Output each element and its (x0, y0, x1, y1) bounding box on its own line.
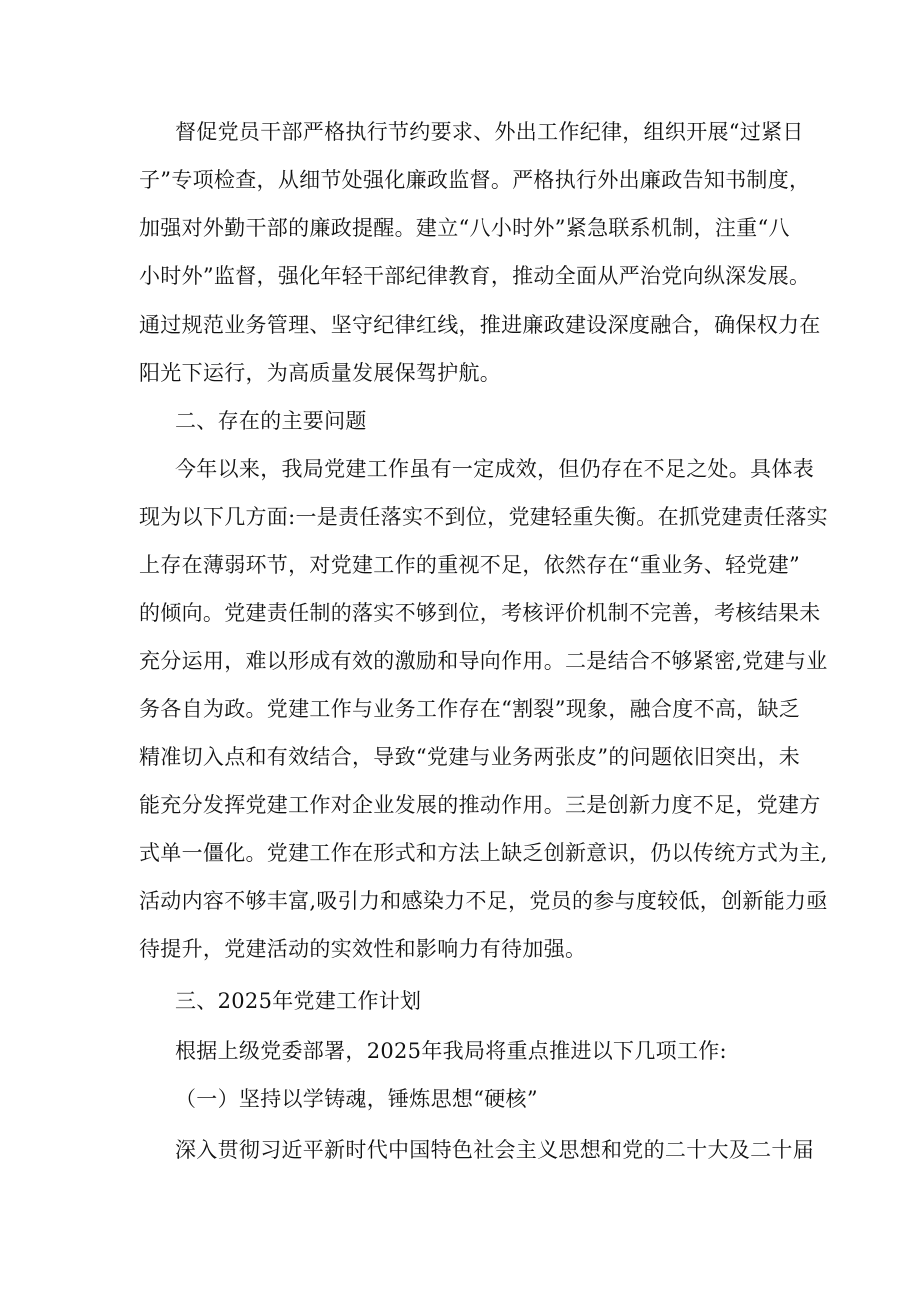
paragraph-2-line-9: 式单一僵化。党建工作在形式和方法上缺乏创新意识，仍以传统方式为主, (139, 841, 828, 865)
section-heading-3: 三、2025年党建工作计划 (175, 989, 422, 1013)
paragraph-1-line-1: 督促党员干部严格执行节约要求、外出工作纪律，组织开展“过紧日 (175, 120, 804, 144)
paragraph-1-line-6: 阳光下运行，为高质量发展保驾护航。 (139, 361, 502, 385)
paragraph-1-line-3: 加强对外勤干部的廉政提醒。建立“八小时外”紧急联系机制，注重“八 (139, 216, 790, 240)
paragraph-2-line-4: 的倾向。党建责任制的落实不够到位，考核评价机制不完善，考核结果未 (139, 601, 821, 625)
paragraph-2-line-1: 今年以来，我局党建工作虽有一定成效，但仍存在不足之处。具体表 (175, 457, 814, 481)
paragraph-2-line-2: 现为以下几方面:一是责任落实不到位，党建轻重失衡。在抓党建责任落实 (139, 505, 828, 529)
paragraph-2-line-10: 活动内容不够丰富,吸引力和感染力不足，党员的参与度较低，创新能力亟 (139, 889, 828, 913)
paragraph-3-line-1: 根据上级党委部署，2025年我局将重点推进以下几项工作: (175, 1039, 727, 1063)
paragraph-2-line-6: 务各自为政。党建工作与业务工作存在“割裂”现象，融合度不高，缺乏 (139, 697, 801, 721)
paragraph-2-line-11: 待提升，党建活动的实效性和影响力有待加强。 (139, 937, 587, 961)
paragraph-1-line-2: 子”专项检查，从细节处强化廉政监督。严格执行外出廉政告知书制度， (139, 168, 811, 192)
paragraph-2-line-7: 精准切入点和有效结合，导致“党建与业务两张皮”的问题依旧突出，未 (139, 745, 801, 769)
paragraph-2-line-3: 上存在薄弱环节，对党建工作的重视不足，依然存在“重业务、轻党建” (139, 553, 801, 577)
paragraph-2-line-5: 充分运用，难以形成有效的激励和导向作用。二是结合不够紧密,党建与业 (139, 649, 828, 673)
paragraph-1-line-5: 通过规范业务管理、坚守纪律红线，推进廉政建设深度融合，确保权力在 (139, 313, 821, 337)
section-heading-2: 二、存在的主要问题 (175, 409, 367, 433)
paragraph-1-line-4: 小时外”监督，强化年轻干部纪律教育，推动全面从严治党向纵深发展。 (139, 264, 811, 288)
subsection-heading-3-1: （一）坚持以学铸魂，锤炼思想“硬核” (175, 1087, 538, 1111)
paragraph-4-line-1: 深入贯彻习近平新时代中国特色社会主义思想和党的二十大及二十届 (175, 1138, 814, 1162)
paragraph-2-line-8: 能充分发挥党建工作对企业发展的推动作用。三是创新力度不足，党建方 (139, 793, 821, 817)
